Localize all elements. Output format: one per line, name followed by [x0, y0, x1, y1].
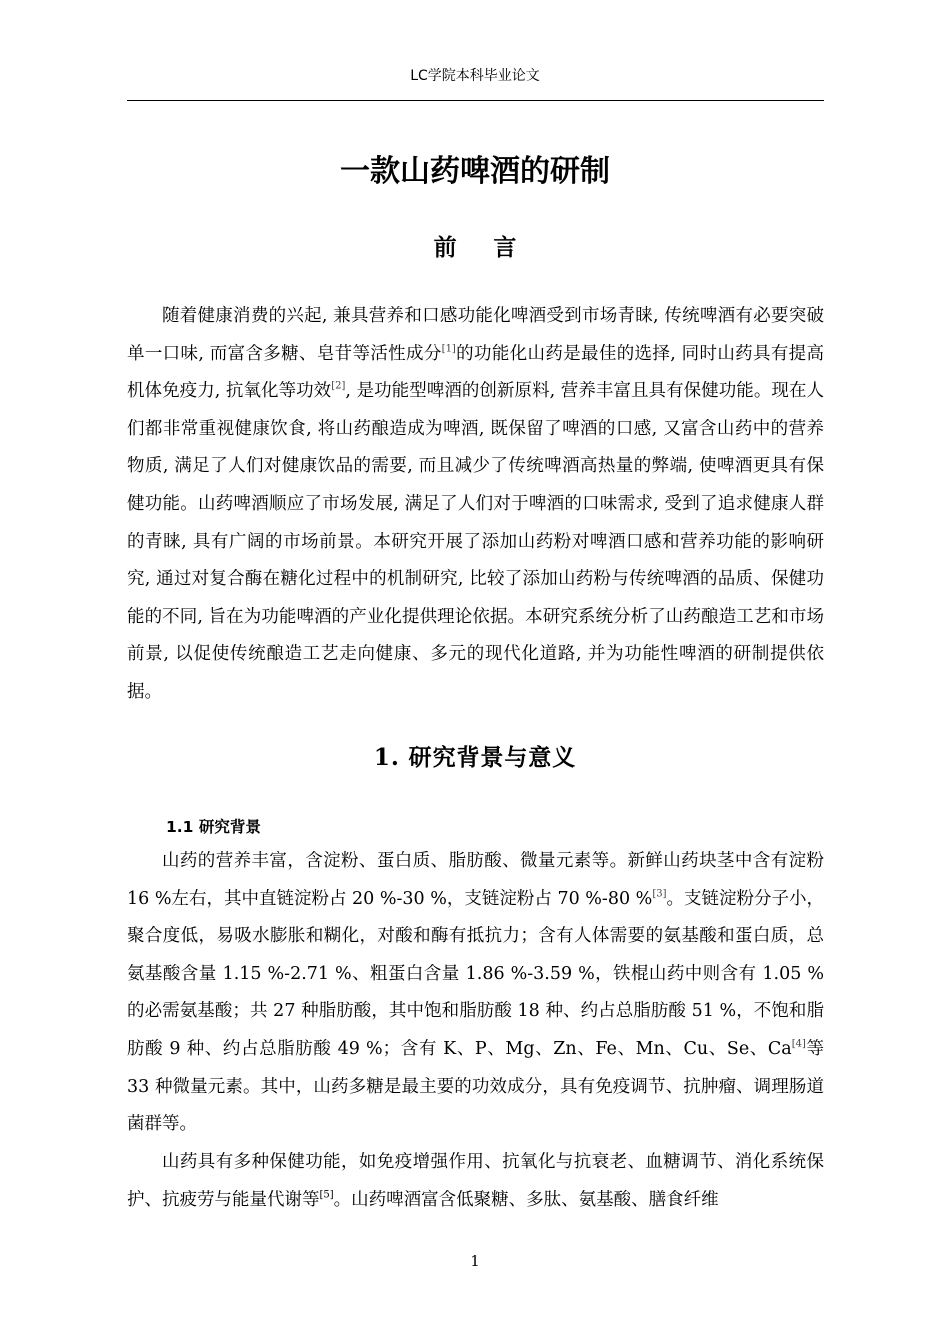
section-1-1-heading: 1.1 研究背景 — [166, 818, 261, 836]
preface-heading: 前言 — [433, 235, 554, 261]
background-text-3: 等 33 种微量元素。其中，山药多糖是最主要的功效成分，具有免疫调节、抗肿瘤、调理肠道菌群等。 — [127, 1038, 824, 1135]
citation-2: [2] — [331, 380, 346, 392]
document-title: 一款山药啤酒的研制 — [340, 154, 610, 189]
preface-text-2: 的功能化山药是最佳的选择, 同时山药具有提高机体免疫力, 抗氧化等功效 — [127, 343, 825, 402]
background-paragraph-2 — [127, 1144, 824, 1219]
citation-4: [4] — [791, 1038, 806, 1050]
citation-1: [1] — [441, 343, 456, 355]
page-number: 1 — [470, 1252, 480, 1270]
background-text-1: 山药的营养丰富，含淀粉、蛋白质、脂肪酸、微量元素等。新鲜山药块茎中含有淀粉 16 %左右，其中直链淀粉占 20 %-30 %，支链淀粉占 70 %-80 % — [127, 851, 824, 909]
background-text-4: 山药具有多种保健功能，如免疫增强作用、抗氧化与抗衰老、血糖调节、消化系统保护、抗疲劳与能量代谢等 — [127, 1152, 824, 1210]
background-paragraph-1 — [127, 843, 824, 1144]
citation-5: [5] — [319, 1189, 334, 1201]
background-text-5: 。山药啤酒富含低聚糖、多肽、氨基酸、膳食纤维 — [333, 1189, 719, 1210]
chapter-1-heading: 1. 研究背景与意义 — [373, 744, 577, 771]
background-text-2: 。支链淀粉分子小，聚合度低，易吸水膨胀和糊化，对酸和酶有抵抗力；含有人体需要的氨基酸和蛋白质，总氨基酸含量 1.15 %-2.71 %、粗蛋白含量 1.86 %-3.59 %，铁棍山药中则含有 1.05 %的必需氨基酸；共 27 种脂肪酸，其中饱和脂肪酸 18 种、约占总脂肪酸 51 %，不饱和脂肪酸 9 种、约占总脂肪酸 49 %；含有 K、P、Mg、Zn、Fe、Mn、Cu、Se、Ca — [127, 888, 825, 1059]
preface-text-3: , 是功能型啤酒的创新原料, 营养丰富且具有保健功能。现在人们都非常重视健康饮食, 将山药酿造成为啤酒, 既保留了啤酒的口感, 又富含山药中的营养物质, 满足了人们对健康饮品的需要, 而且减少了传统啤酒高热量的弊端, 使啤酒更具有保健功能。山药啤酒顺应了市场发展, 满足了人们对于啤酒的口味需求, 受到了追求健康人群的青睐, 具有广阔的市场前景。本研究开展了添加山药粉对啤酒口感和营养功能的影响研究, 通过对复合酶在糖化过程中的机制研究, 比较了添加山药粉与传统啤酒的品质、保健功能的不同, 旨在为功能啤酒的产业化提供理论依据。本研究系统分析了山药酿造工艺和市场前景, 以促使传统酿造工艺走向健康、多元的现代化道路, 并为功能性啤酒的研制提供依据。 — [127, 381, 825, 702]
header-rule — [127, 100, 824, 101]
preface-paragraph — [127, 298, 824, 712]
citation-3: [3] — [652, 888, 667, 900]
preface-text-1: 随着健康消费的兴起, 兼具营养和口感功能化啤酒受到市场青睐, 传统啤酒有必要突破单一口味, 而富含多糖、皂苷等活性成分 — [127, 306, 824, 364]
running-header: LC学院本科毕业论文 — [410, 68, 540, 84]
